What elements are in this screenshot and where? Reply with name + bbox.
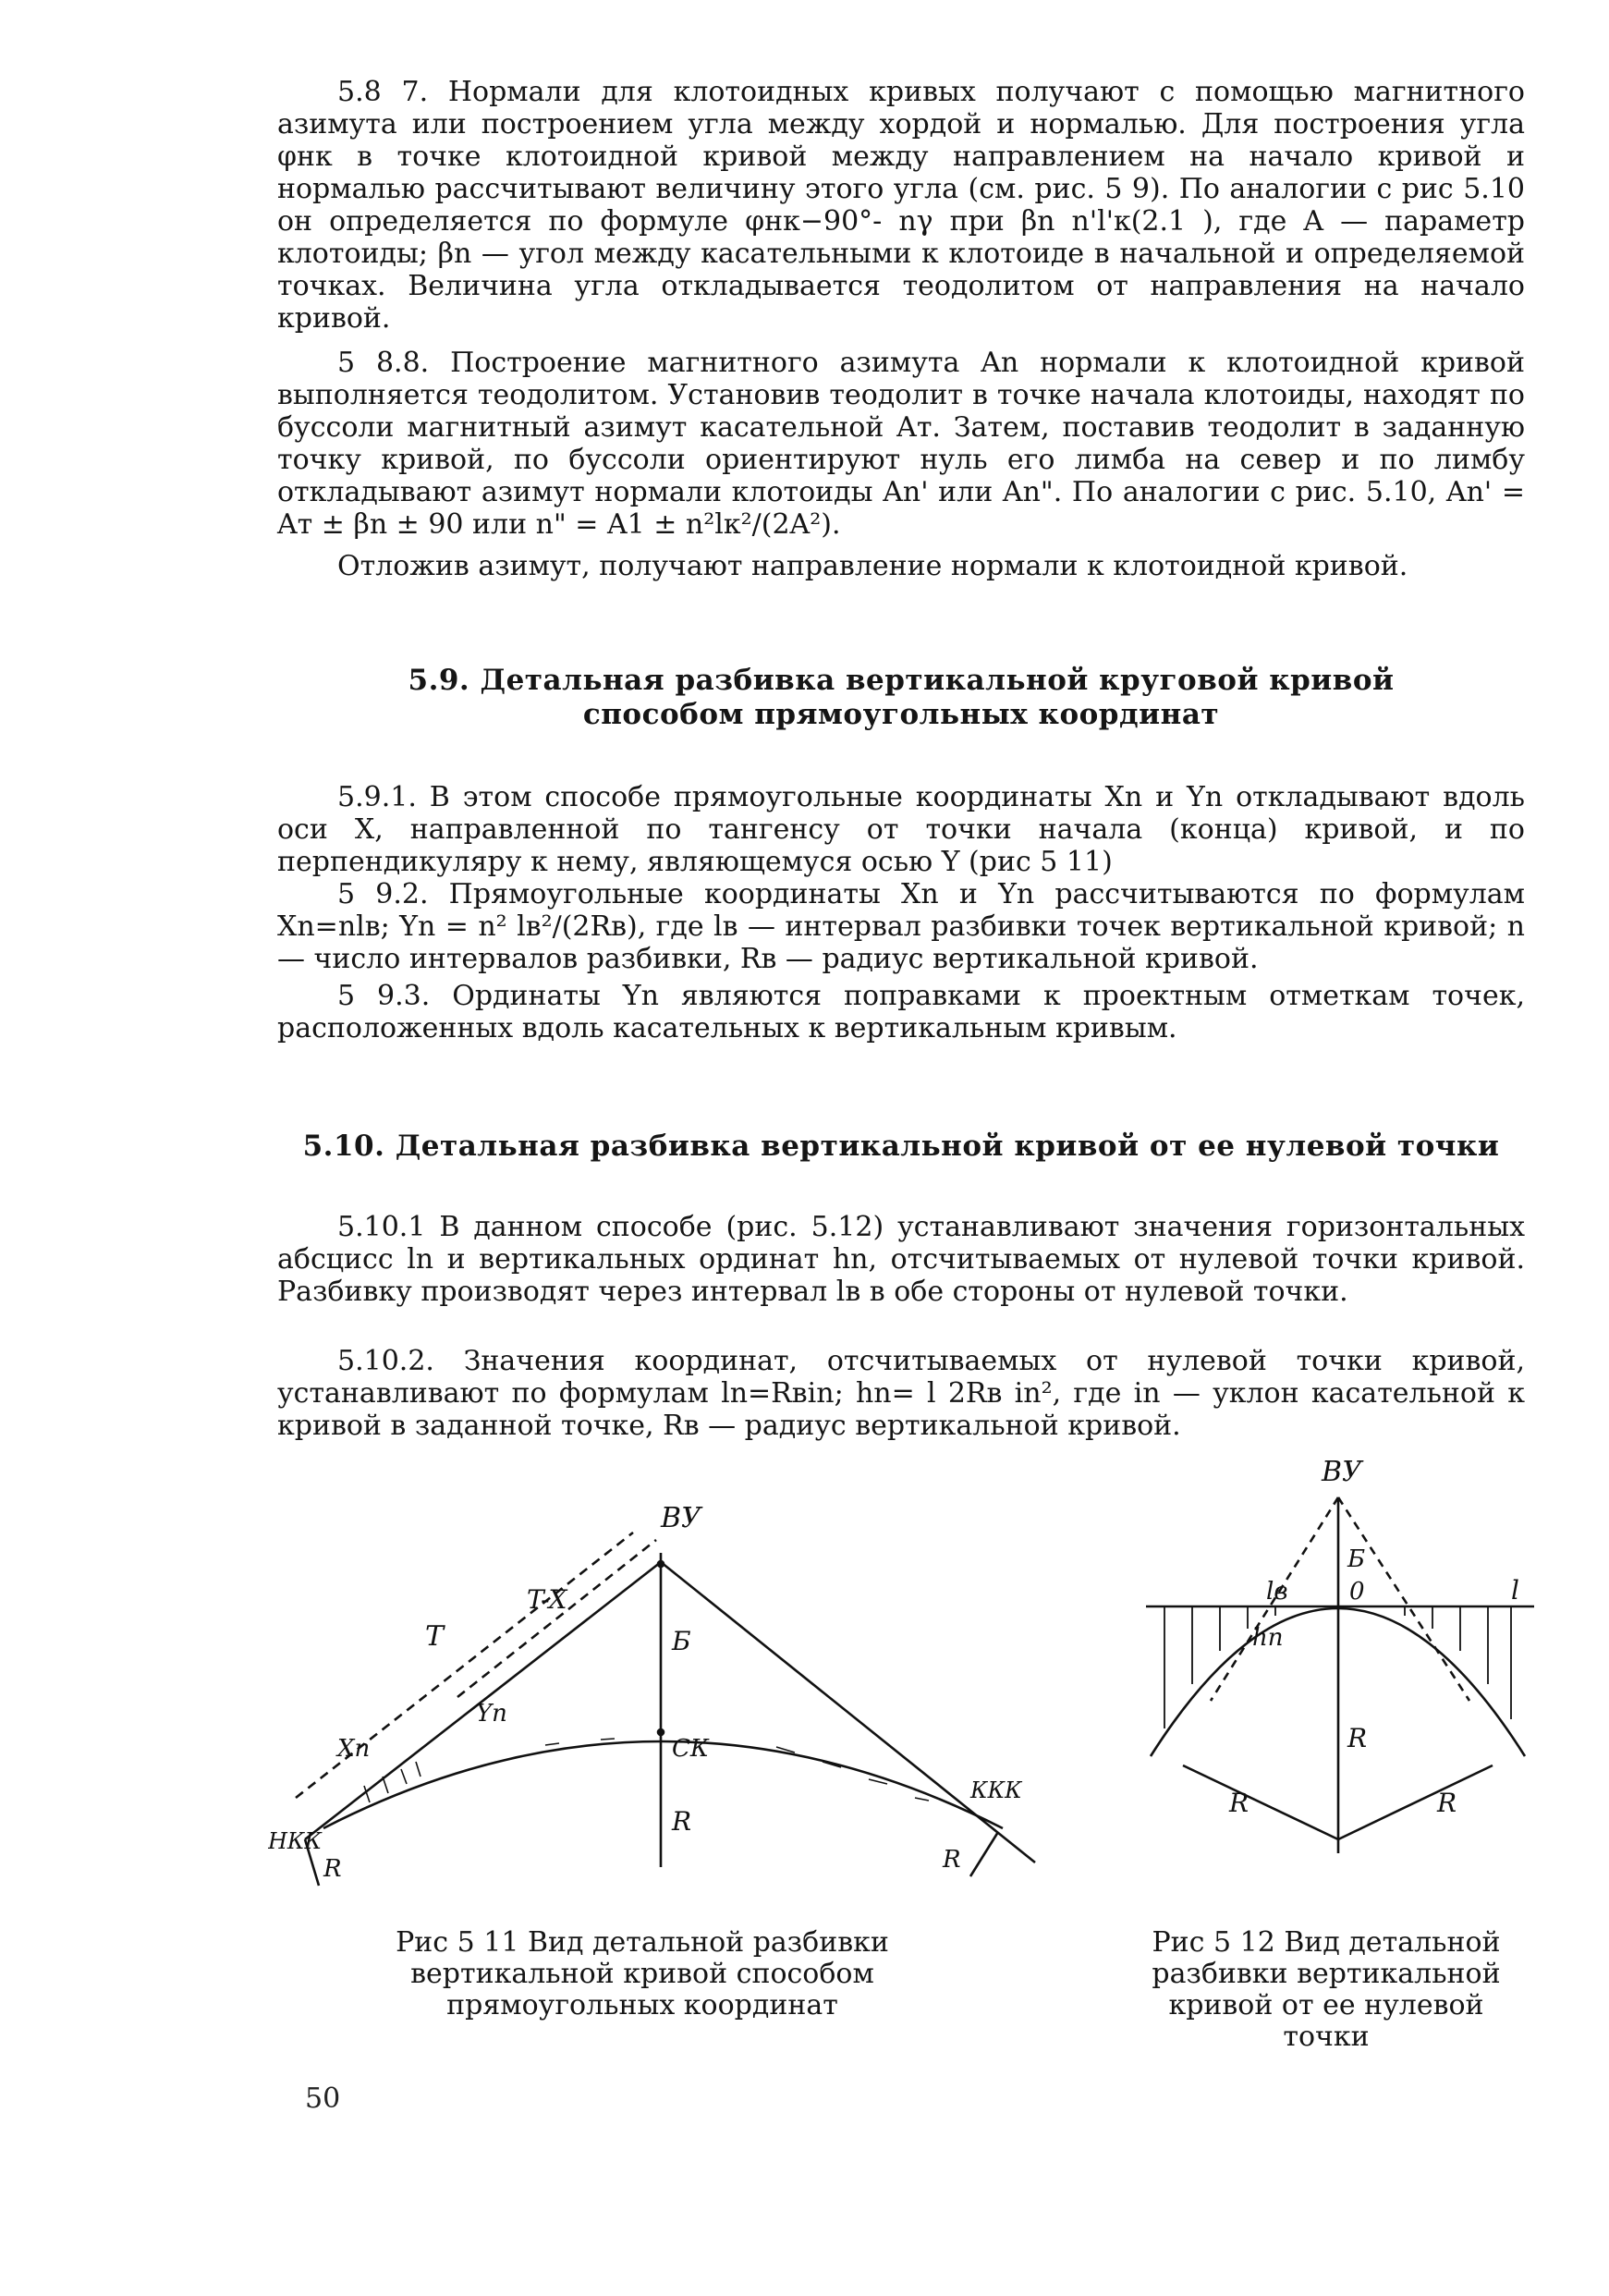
label-r-mid: R [1347, 1723, 1368, 1753]
paragraph-5-8-7: 5.8 7. Нормали для клотоидных кривых получают с помощью магнитного азимута или построением угла между хордой и нормалью. Для построения угла φнк в точке клотоидной кривой между направлением на начало кривой и нормалью рассчитывают величину этого угла (см. рис. 5 9). По аналогии с рис 5.10 он определяется по формуле φнк−90°- nγ при βn n'l'к(2.1 ), где A — параметр клотоиды; βn — угол между касательными к клотоиде в начальной и определяемой точках. Величина угла откладывается теодолитом от направления на начало кривой. [277, 76, 1525, 335]
paragraph-5-9-1: 5.9.1. В этом способе прямоугольные координаты Xn и Yn откладывают вдоль оси X, направленной по тангенсу от точки начала (конца) кривой, и по перпендикуляру к нему, являющемуся осью Y (рис 5 11) [277, 781, 1525, 878]
label-r-right: R [1437, 1788, 1457, 1818]
caption-figure-5-12: Рис 5 12 Вид детальной разбивки вертикальной кривой от ее нулевой точки [1152, 1926, 1501, 2053]
label-xn: Xn [337, 1735, 371, 1763]
label-r-mid: R [672, 1806, 692, 1837]
label-tx: T-X [527, 1584, 567, 1615]
label-vu: ВУ [661, 1502, 701, 1534]
label-r-right: R [943, 1846, 961, 1874]
caption-figure-5-11: Рис 5 11 Вид детальной разбивки вертикальной кривой способом прямоугольных координат [396, 1926, 889, 2021]
label-b: Б [672, 1626, 691, 1656]
paragraph-5-9-3: 5 9.3. Ординаты Yn являются поправками к проектным отметкам точек, расположенных вдоль касательных к вертикальным кривым. [277, 980, 1525, 1044]
paragraph-5-8-8-continued: Отложив азимут, получают направление нормали к клотоидной кривой. [337, 550, 1408, 582]
label-vu: ВУ [1322, 1456, 1362, 1488]
paragraph-5-10-1: 5.10.1 В данном способе (рис. 5.12) устанавливают значения горизонтальных абсцисс ln и вертикальных ординат hn, отсчитываемых от нулевой точки кривой. Разбивку производят через интервал lв в обе стороны от нулевой точки. [277, 1211, 1525, 1308]
label-yn: Yn [476, 1700, 507, 1728]
section-heading-5-9: 5.9. Детальная разбивка вертикальной круговой кривой способом прямоугольных координат [408, 664, 1395, 731]
label-lv: lв [1266, 1578, 1288, 1606]
label-hn: hn [1252, 1624, 1284, 1652]
label-kkk: ККК [970, 1777, 1022, 1803]
label-t: T [425, 1620, 445, 1653]
paragraph-5-8-8: 5 8.8. Построение магнитного азимута An нормали к клотоидной кривой выполняется теодолитом. Установив теодолит в точке начала клотоиды, находят по буссоли магнитный азимут касательной Aт. Затем, поставив теодолит в заданную точку кривой, по буссоли ориентируют нуль его лимба на север и по лимбу откладывают азимут нормали клотоиды An' или An". По аналогии с рис. 5.10, An' = Aт ± βn ± 90 или n" = A1 ± n²lк²/(2A²). [277, 347, 1525, 541]
label-o: 0 [1349, 1578, 1365, 1606]
label-r-left: R [323, 1855, 342, 1883]
paragraph-5-10-2: 5.10.2. Значения координат, отсчитываемых от нулевой точки кривой, устанавливают по формулам ln=Rвin; hn= l 2Rв in², где in — уклон касательной к кривой в заданной точке, Rв — радиус вертикальной кривой. [277, 1345, 1525, 1442]
label-l: l [1511, 1575, 1519, 1606]
label-b: Б [1347, 1545, 1366, 1573]
figure-5-12 [1128, 1451, 1553, 1858]
dim-line-tx [457, 1540, 656, 1697]
section-heading-5-10: 5.10. Детальная разбивка вертикальной кривой от ее нулевой точки [302, 1130, 1500, 1163]
label-nkk: НКК [268, 1828, 323, 1854]
figure-5-11 [268, 1479, 1081, 1904]
paragraph-5-9-2: 5 9.2. Прямоугольные координаты Xn и Yn рассчитываются по формулам Xn=nlв; Yn = n² lв²/(2Rв), где lв — интервал разбивки точек вертикальной кривой; n — число интервалов разбивки, Rв — радиус вертикальной кривой. [277, 878, 1525, 975]
label-r-left: R [1229, 1788, 1249, 1818]
label-ck: СК [672, 1735, 710, 1763]
page-number: 50 [305, 2082, 341, 2115]
